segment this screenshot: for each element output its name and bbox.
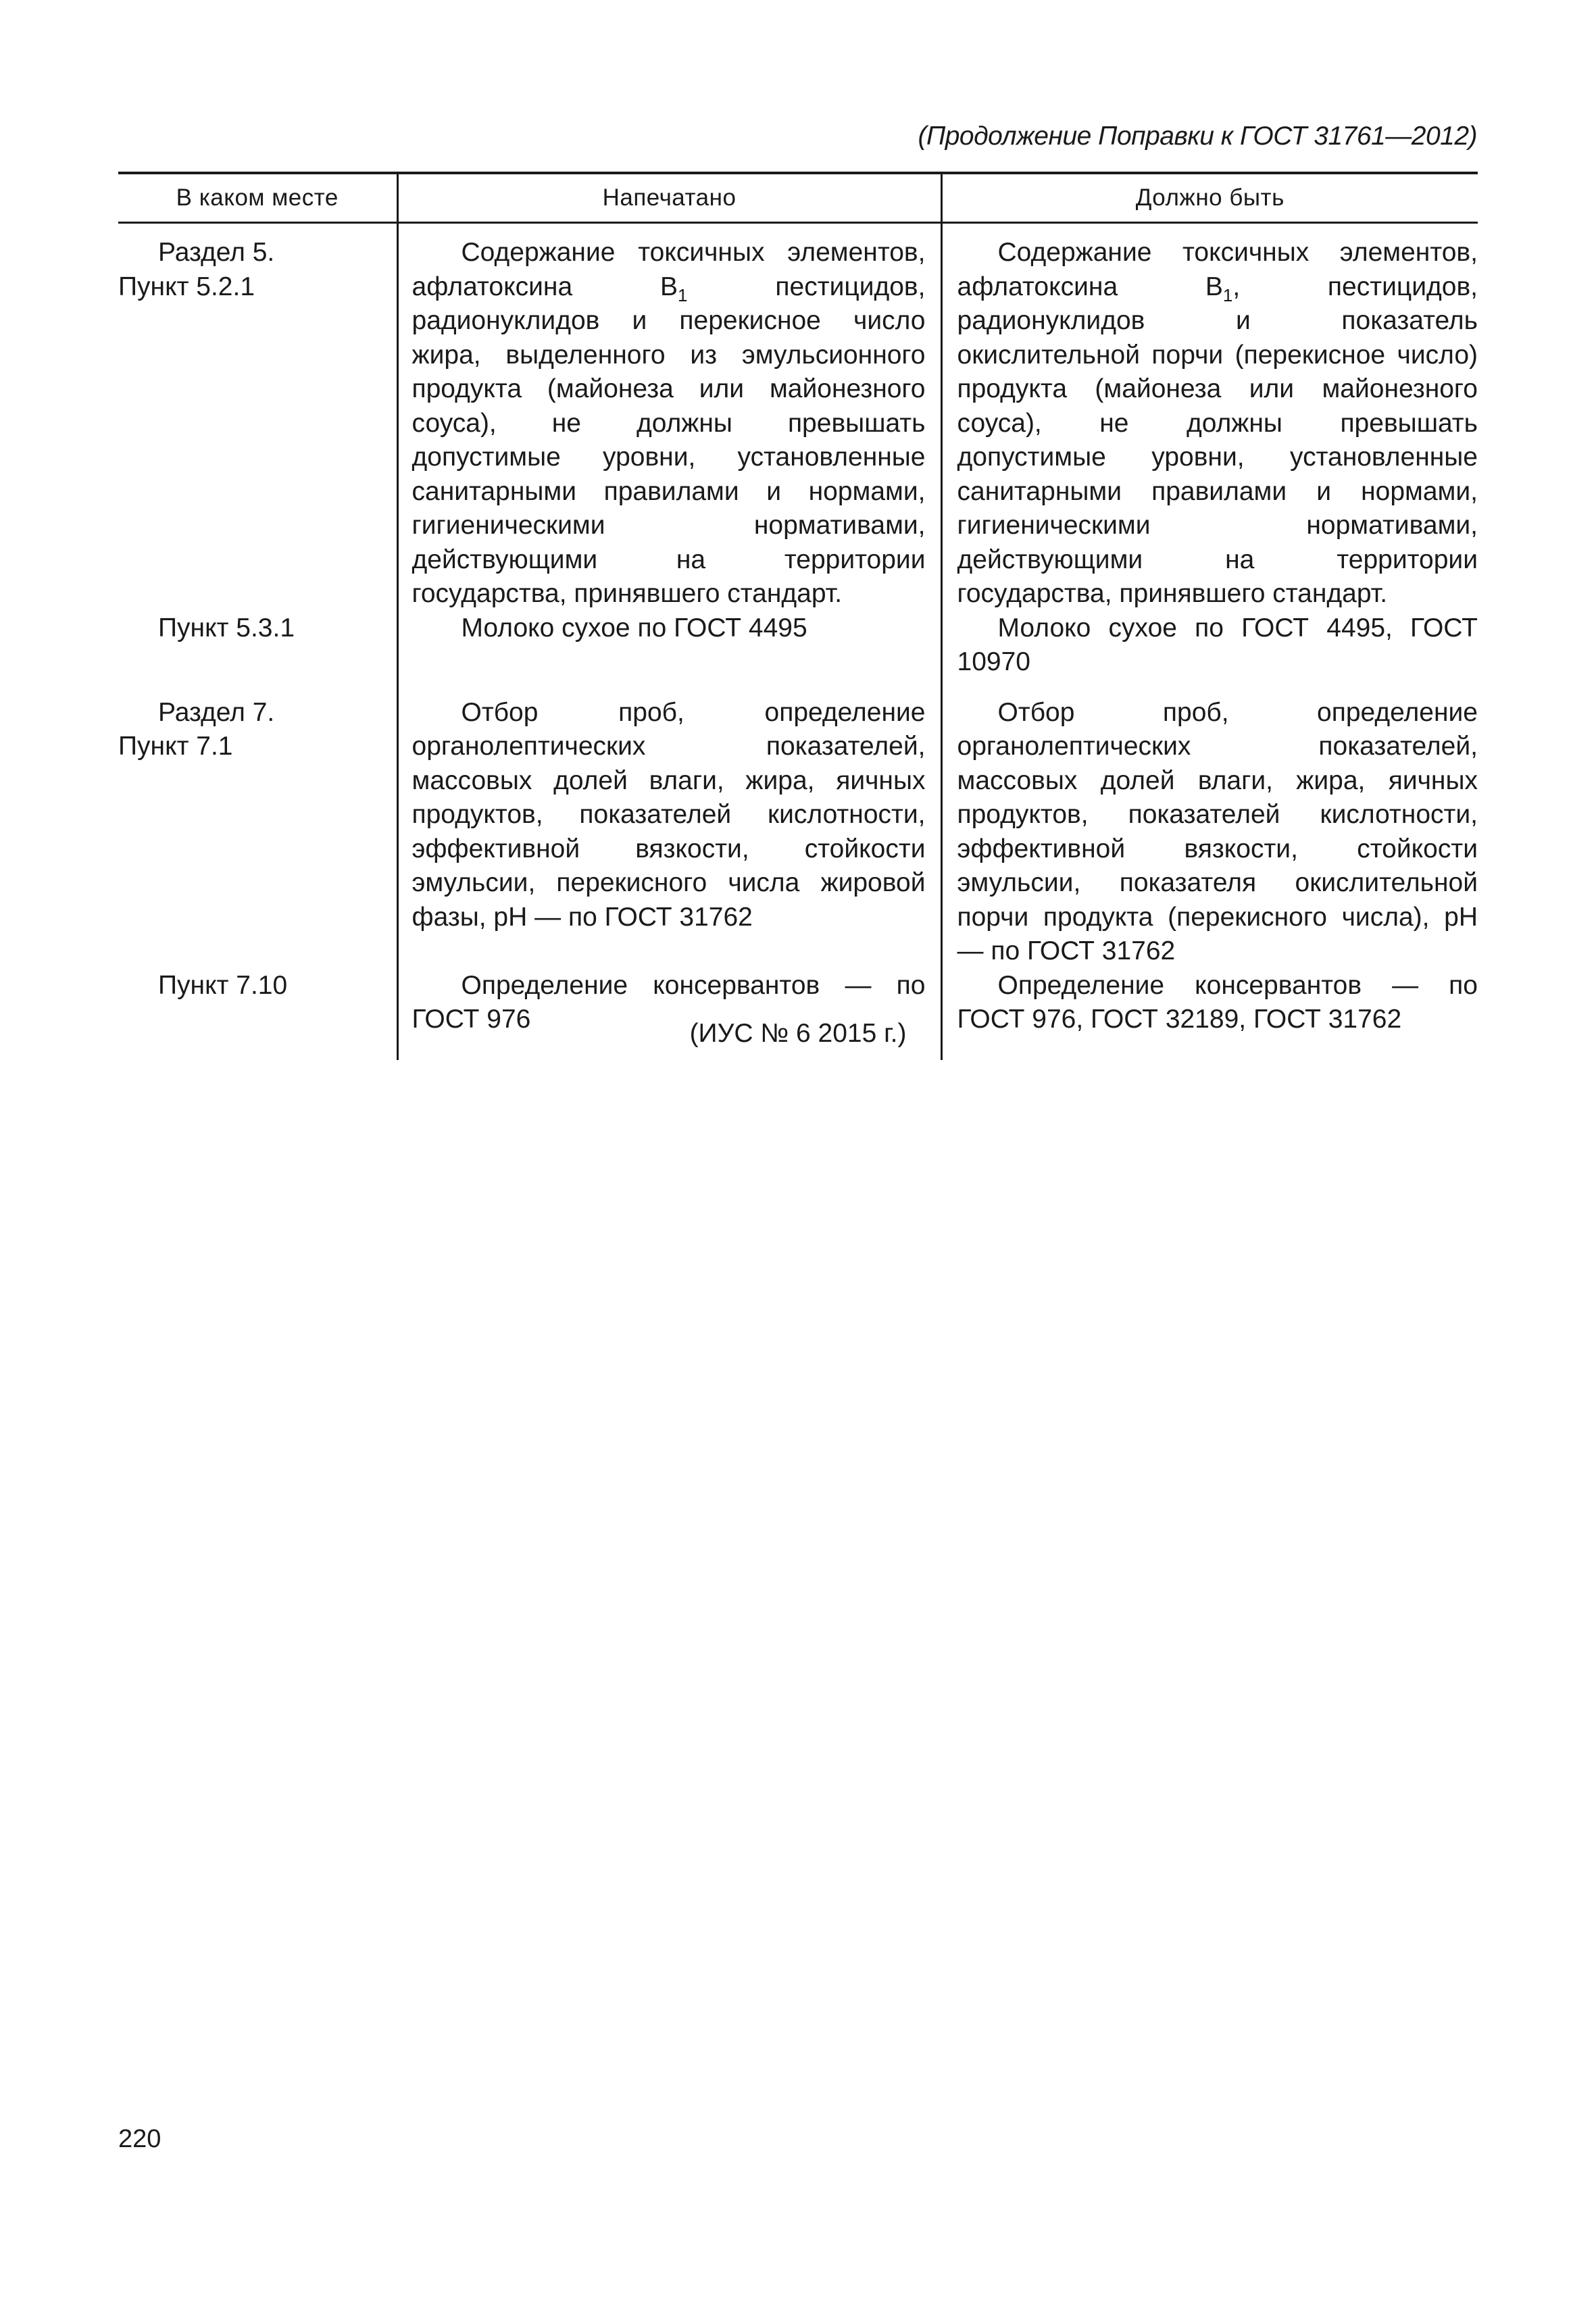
correct-cell: Молоко сухое по ГОСТ 4495, ГОСТ 10970 xyxy=(941,611,1478,680)
place-item: Пункт 7.10 xyxy=(158,970,288,1000)
column-header-place: В каком месте xyxy=(118,173,397,223)
table-row xyxy=(118,611,1478,680)
table-row xyxy=(118,680,1478,969)
page-number: 220 xyxy=(118,2125,161,2153)
table-header-row xyxy=(118,173,1478,223)
correct-cell: Отбор проб, определение органолептических показателей, массовых долей влаги, жира, яичных продуктов, показателей кислотности, эффективной вязкости, стойкости эмульсии, показателя окислительной порчи продукта (перекисного числа), pH — по ГОСТ 31762 xyxy=(941,680,1478,969)
printed-subscript: 1 xyxy=(678,284,688,305)
column-header-correct: Должно быть xyxy=(941,173,1478,223)
column-header-printed: Напечатано xyxy=(397,173,941,223)
correct-subscript: 1 xyxy=(1222,284,1233,305)
continuation-header: (Продолжение Поправки к ГОСТ 31761—2012) xyxy=(918,122,1477,151)
place-cell xyxy=(118,223,397,611)
place-item: Пункт 7.1 xyxy=(118,732,233,761)
printed-text-part1: Содержание токсичных элементов, афлатоксина B xyxy=(412,238,926,301)
amendment-table xyxy=(118,172,1478,1060)
ius-reference: (ИУС № 6 2015 г.) xyxy=(689,1019,907,1048)
place-section: Раздел 7. xyxy=(158,697,275,727)
place-cell xyxy=(118,680,397,969)
place-cell xyxy=(118,611,397,680)
place-item: Пункт 5.3.1 xyxy=(158,613,295,643)
printed-text-part2: пестицидов, радионуклидов и перекисное число жира, выделенного из эмульсионного продукта (майонеза или майонезного соуса), не должны превышать допустимые уровни, установленные санитарными правилами и нормами, гигиеническими нормативами, действующими на территории государства, принявшего стандарт. xyxy=(412,272,926,608)
correct-cell xyxy=(941,223,1478,611)
correct-text-part1: Содержание токсичных элементов, афлатоксина B xyxy=(957,238,1478,301)
printed-cell: Отбор проб, определение органолептических показателей, массовых долей влаги, жира, яичных продуктов, показателей кислотности, эффективной вязкости, стойкости эмульсии, перекисного числа жировой фазы, pH — по ГОСТ 31762 xyxy=(397,680,941,969)
place-section: Раздел 5. xyxy=(158,238,275,267)
printed-cell: Определение консервантов — по ГОСТ 976 xyxy=(397,969,941,1060)
correct-text-part2: , пестицидов, радионуклидов и показатель окислительной порчи (перекисное число) продукта (майонеза или майонезного соуса), не должны превышать допустимые уровни, установленные санитарными правилами и нормами, гигиеническими нормативами, действующими на территории государства, принявшего стандарт. xyxy=(957,272,1478,608)
printed-cell xyxy=(397,223,941,611)
place-item: Пункт 5.2.1 xyxy=(118,272,255,301)
correct-cell: Определение консервантов — по ГОСТ 976, ГОСТ 32189, ГОСТ 31762 xyxy=(941,969,1478,1060)
table-row xyxy=(118,223,1478,611)
printed-cell: Молоко сухое по ГОСТ 4495 xyxy=(397,611,941,680)
